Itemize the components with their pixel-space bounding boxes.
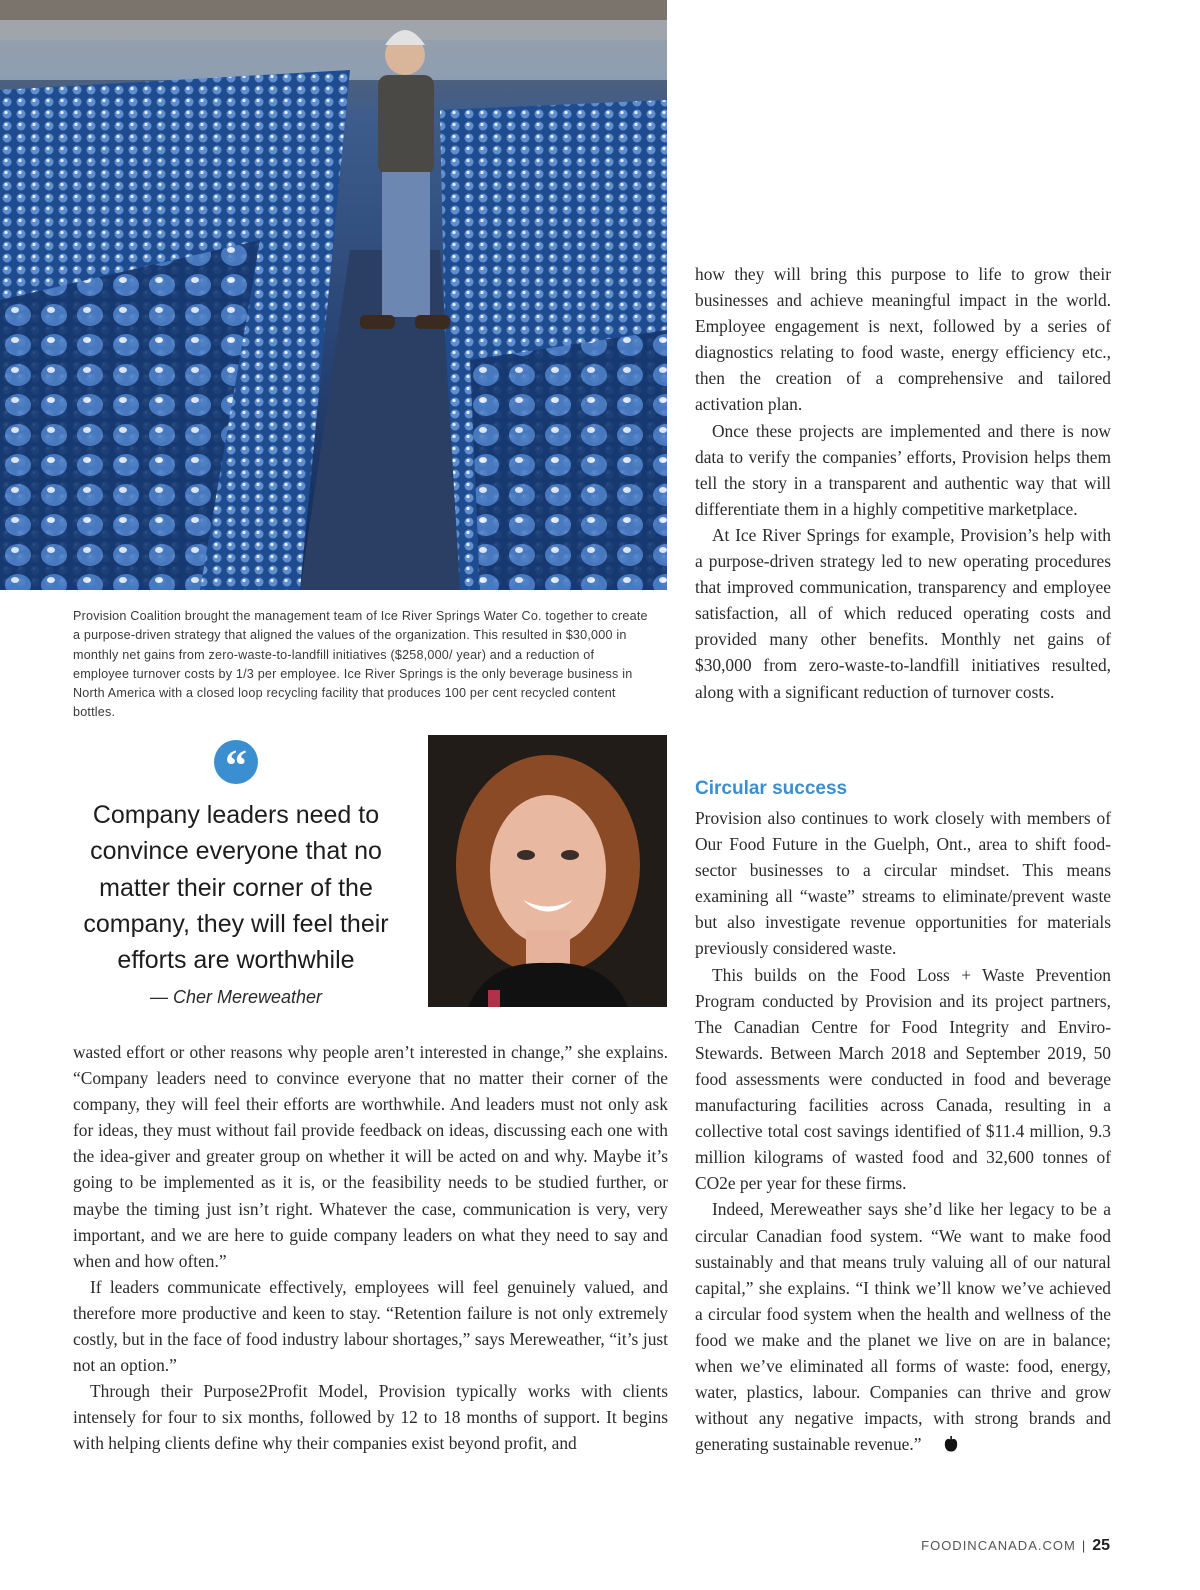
apple-end-icon [927,1433,958,1459]
paragraph: how they will bring this purpose to life to grow their businesses and achieve meaningful impact in the world. Employee engagement is next, followed by a series of diagnostics relating to food waste, energy efficiency etc., then the creation of a comprehensive and tailored activation plan. [695,264,1111,415]
paragraph: This builds on the Food Loss + Waste Prevention Program conducted by Provision and its project partners, The Canadian Centre for Food Integrity and Enviro-Stewards. Between March 2018 and September 2019, 50 food assessments were conducted in food and beverage manufacturing facilities across Canada, resulting in a collective total cost savings identified of $11.4 million, 9.3 million kilograms of wasted food and 32,600 tonnes of CO2e per year for these firms. [695,964,1111,1194]
pull-quote: Company leaders need to convince everyone that no matter their corner of the company, they will feel their efforts are worthwhile [83,801,389,975]
section-subhead: Circular success [695,778,848,799]
pull-quote-attribution: — Cher Mereweather [149,987,323,1007]
page-number: 25 [1092,1537,1110,1554]
paragraph: Once these projects are implemented and there is now data to verify the companies’ efforts, Provision helps them tell the story in a transparent and authentic way that will differentiate them in a highly competitive marketplace. [695,420,1111,519]
site-name: FOODINCANADA.COM [921,1538,1076,1553]
page-footer [921,1537,1110,1555]
photo-caption: Provision Coalition brought the management team of Ice River Springs Water Co. together to create a purpose-driven strategy that aligned the values of the organization. This resulted in $30,000 in monthly net gains from zero-waste-to-landfill initiatives ($258,000/ year) and a reduction of employee turnover costs by 1/3 per employee. Ice River Springs is the only beverage business in North America with a closed loop recycling facility that produces 100 per cent recycled content bottles. [73,609,648,720]
paragraph: Provision also continues to work closely with members of Our Food Future in the Guelph, Ont., area to shift food-sector businesses to a circular mindset. This means examining all “waste” streams to eliminate/prevent waste but also investigate revenue opportunities for materials previously considered waste. [695,808,1111,959]
footer-separator: | [1081,1538,1087,1553]
paragraph: At Ice River Springs for example, Provision’s help with a purpose-driven strategy led to new operating procedures that improved communication, transparency and employee satisfaction, all of which reduced operating costs and provided many other benefits. Monthly net gains of $30,000 from zero-waste-to-landfill initiatives resulted, along with a significant reduction of turnover costs. [695,524,1111,702]
paragraph-text: Indeed, Mereweather says she’d like her legacy to be a circular Canadian food system. “We want to make food sustainably and that means truly valuing all of our natural capital,” she explains. “I think we’ll know we’ve achieved a circular food system when the health and wellness of the food we make and the planet we live on are in balance; when we’ve eliminated all forms of waste: food, energy, water, plastics, labour. Companies can thrive and grow without any negative impacts, with strong brands and generating sustainable revenue.” [695,1199,1111,1455]
svg-text:“: “ [225,741,247,784]
body-column-right-top [695,261,1111,705]
body-column-right-bottom [695,805,1111,1459]
paragraph-final [695,1196,1111,1459]
paragraph: wasted effort or other reasons why people aren’t interested in change,” she explains. “Company leaders need to convince everyone that no matter their corner of the company, they will feel their efforts are worthwhile. And leaders must not only ask for ideas, they must without fail provide feedback on ideas, discussing each one with the idea-giver and greater group on whether it will be acted on and why. Maybe it’s going to be implemented as it is, or the feasibility needs to be studied further, or maybe the timing just isn’t right. Whatever the case, communication is very, very important, and we are here to guide company leaders on what they need to say and when and how often.” [73,1042,668,1271]
quote-icon [214,740,258,784]
paragraph: Through their Purpose2Profit Model, Provision typically works with clients intensely for four to six months, followed by 12 to 18 months of support. It begins with helping clients define why their companies exist beyond profit, and [73,1381,668,1454]
body-column-left [73,1039,668,1457]
warehouse-photo [0,0,667,590]
portrait-photo [428,735,667,1007]
warehouse-photo-icon [0,0,667,590]
person-portrait-icon [428,735,667,1007]
paragraph: If leaders communicate effectively, employees will feel genuinely valued, and therefore more productive and keen to stay. “Retention failure is not only extremely costly, but in the face of food industry labour shortages,” says Mereweather, “it’s just not an option.” [73,1276,668,1376]
